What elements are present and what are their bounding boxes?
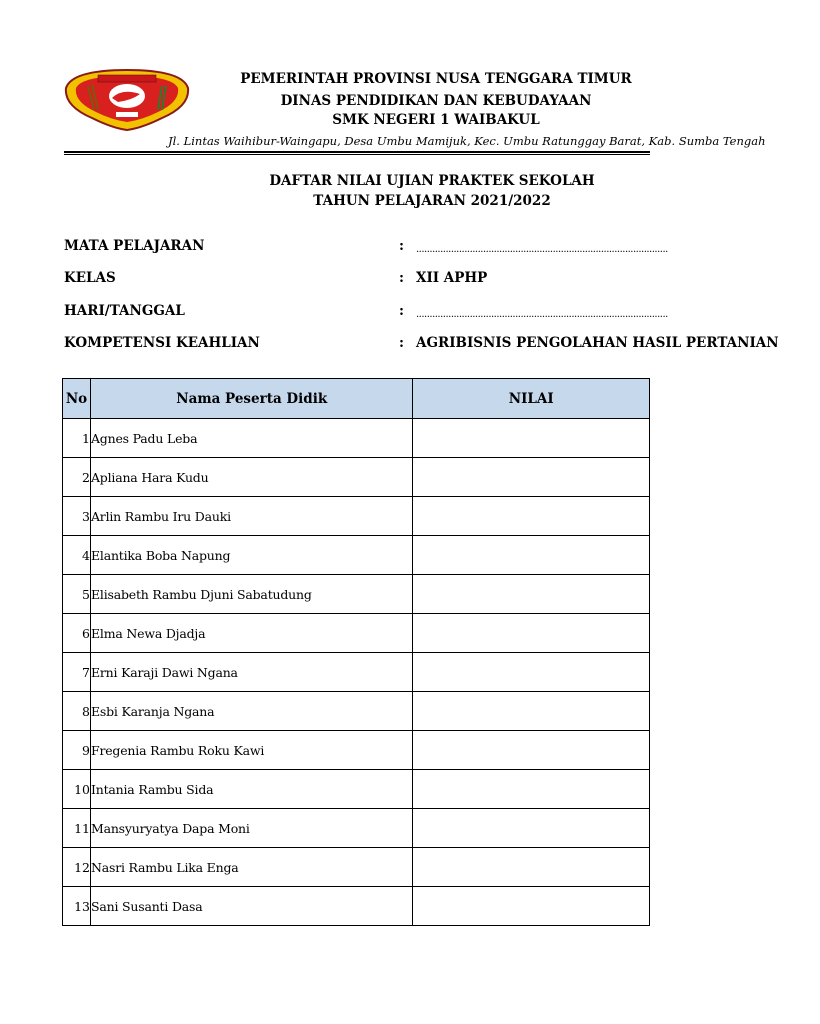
colon: : — [399, 238, 404, 254]
student-name: Apliana Hara Kudu — [90, 458, 412, 497]
table-body — [63, 419, 650, 926]
row-number: 1 — [63, 419, 91, 458]
table-row — [63, 653, 650, 692]
grades-table — [62, 378, 650, 926]
government-title: PEMERINTAH PROVINSI NUSA TENGGARA TIMUR — [240, 71, 632, 87]
header-no: No — [63, 379, 91, 419]
colon: : — [399, 335, 404, 351]
row-number: 13 — [63, 887, 91, 926]
row-number: 8 — [63, 692, 91, 731]
row-number: 12 — [63, 848, 91, 887]
grade-cell[interactable] — [413, 731, 650, 770]
table-row — [63, 731, 650, 770]
student-name: Elma Newa Djadja — [90, 614, 412, 653]
grade-cell[interactable] — [413, 575, 650, 614]
letterhead-rule-thin — [64, 154, 650, 155]
student-name: Erni Karaji Dawi Ngana — [90, 653, 412, 692]
table-row — [63, 809, 650, 848]
row-number: 10 — [63, 770, 91, 809]
table-row — [63, 770, 650, 809]
mata-pelajaran-blank: .............................................................................................. — [416, 244, 668, 255]
info-row-mata-pelajaran — [64, 238, 668, 258]
table-row — [63, 536, 650, 575]
info-row-kompetensi — [64, 335, 779, 355]
student-name: Arlin Rambu Iru Dauki — [90, 497, 412, 536]
student-name: Agnes Padu Leba — [90, 419, 412, 458]
grade-cell[interactable] — [413, 614, 650, 653]
row-number: 7 — [63, 653, 91, 692]
row-number: 6 — [63, 614, 91, 653]
kompetensi-label: KOMPETENSI KEAHLIAN — [64, 335, 260, 351]
mata-pelajaran-label: MATA PELAJARAN — [64, 238, 205, 254]
grade-cell[interactable] — [413, 809, 650, 848]
kelas-value: XII APHP — [416, 270, 488, 286]
school-name: SMK NEGERI 1 WAIBAKUL — [332, 112, 540, 128]
table-row — [63, 419, 650, 458]
row-number: 4 — [63, 536, 91, 575]
student-name: Sani Susanti Dasa — [90, 887, 412, 926]
student-name: Fregenia Rambu Roku Kawi — [90, 731, 412, 770]
letterhead-rule-thick — [64, 151, 650, 153]
grade-cell[interactable] — [413, 536, 650, 575]
grade-cell[interactable] — [413, 692, 650, 731]
student-name: Esbi Karanja Ngana — [90, 692, 412, 731]
grade-cell[interactable] — [413, 458, 650, 497]
grade-cell[interactable] — [413, 497, 650, 536]
row-number: 9 — [63, 731, 91, 770]
document-title: DAFTAR NILAI UJIAN PRAKTEK SEKOLAH — [269, 173, 595, 189]
table-row — [63, 458, 650, 497]
academic-year: TAHUN PELAJARAN 2021/2022 — [313, 193, 551, 209]
row-number: 3 — [63, 497, 91, 536]
student-name: Nasri Rambu Lika Enga — [90, 848, 412, 887]
row-number: 11 — [63, 809, 91, 848]
department-title: DINAS PENDIDIKAN DAN KEBUDAYAAN — [280, 93, 592, 109]
hari-tanggal-label: HARI/TANGGAL — [64, 303, 185, 319]
table-row — [63, 887, 650, 926]
info-row-kelas — [64, 270, 650, 290]
grade-cell[interactable] — [413, 848, 650, 887]
header-name: Nama Peserta Didik — [90, 379, 412, 419]
student-name: Elantika Boba Napung — [90, 536, 412, 575]
row-number: 5 — [63, 575, 91, 614]
grade-cell[interactable] — [413, 419, 650, 458]
student-name: Intania Rambu Sida — [90, 770, 412, 809]
hari-tanggal-blank: .............................................................................................. — [416, 309, 668, 320]
colon: : — [399, 270, 404, 286]
student-name: Mansyuryatya Dapa Moni — [90, 809, 412, 848]
table-row — [63, 575, 650, 614]
header-nilai: NILAI — [413, 379, 650, 419]
school-address: Jl. Lintas Waihibur-Waingapu, Desa Umbu Mamijuk, Kec. Umbu Ratunggay Barat, Kab. Sumba Tengah — [168, 134, 766, 148]
table-row — [63, 497, 650, 536]
colon: : — [399, 303, 404, 319]
kelas-label: KELAS — [64, 270, 116, 286]
table-row — [63, 848, 650, 887]
grade-cell[interactable] — [413, 770, 650, 809]
grade-cell[interactable] — [413, 887, 650, 926]
table-header-row — [63, 379, 650, 419]
info-row-hari-tanggal — [64, 303, 668, 323]
row-number: 2 — [63, 458, 91, 497]
table-row — [63, 692, 650, 731]
student-name: Elisabeth Rambu Djuni Sabatudung — [90, 575, 412, 614]
grade-cell[interactable] — [413, 653, 650, 692]
table-row — [63, 614, 650, 653]
kompetensi-value: AGRIBISNIS PENGOLAHAN HASIL PERTANIAN — [416, 335, 779, 351]
